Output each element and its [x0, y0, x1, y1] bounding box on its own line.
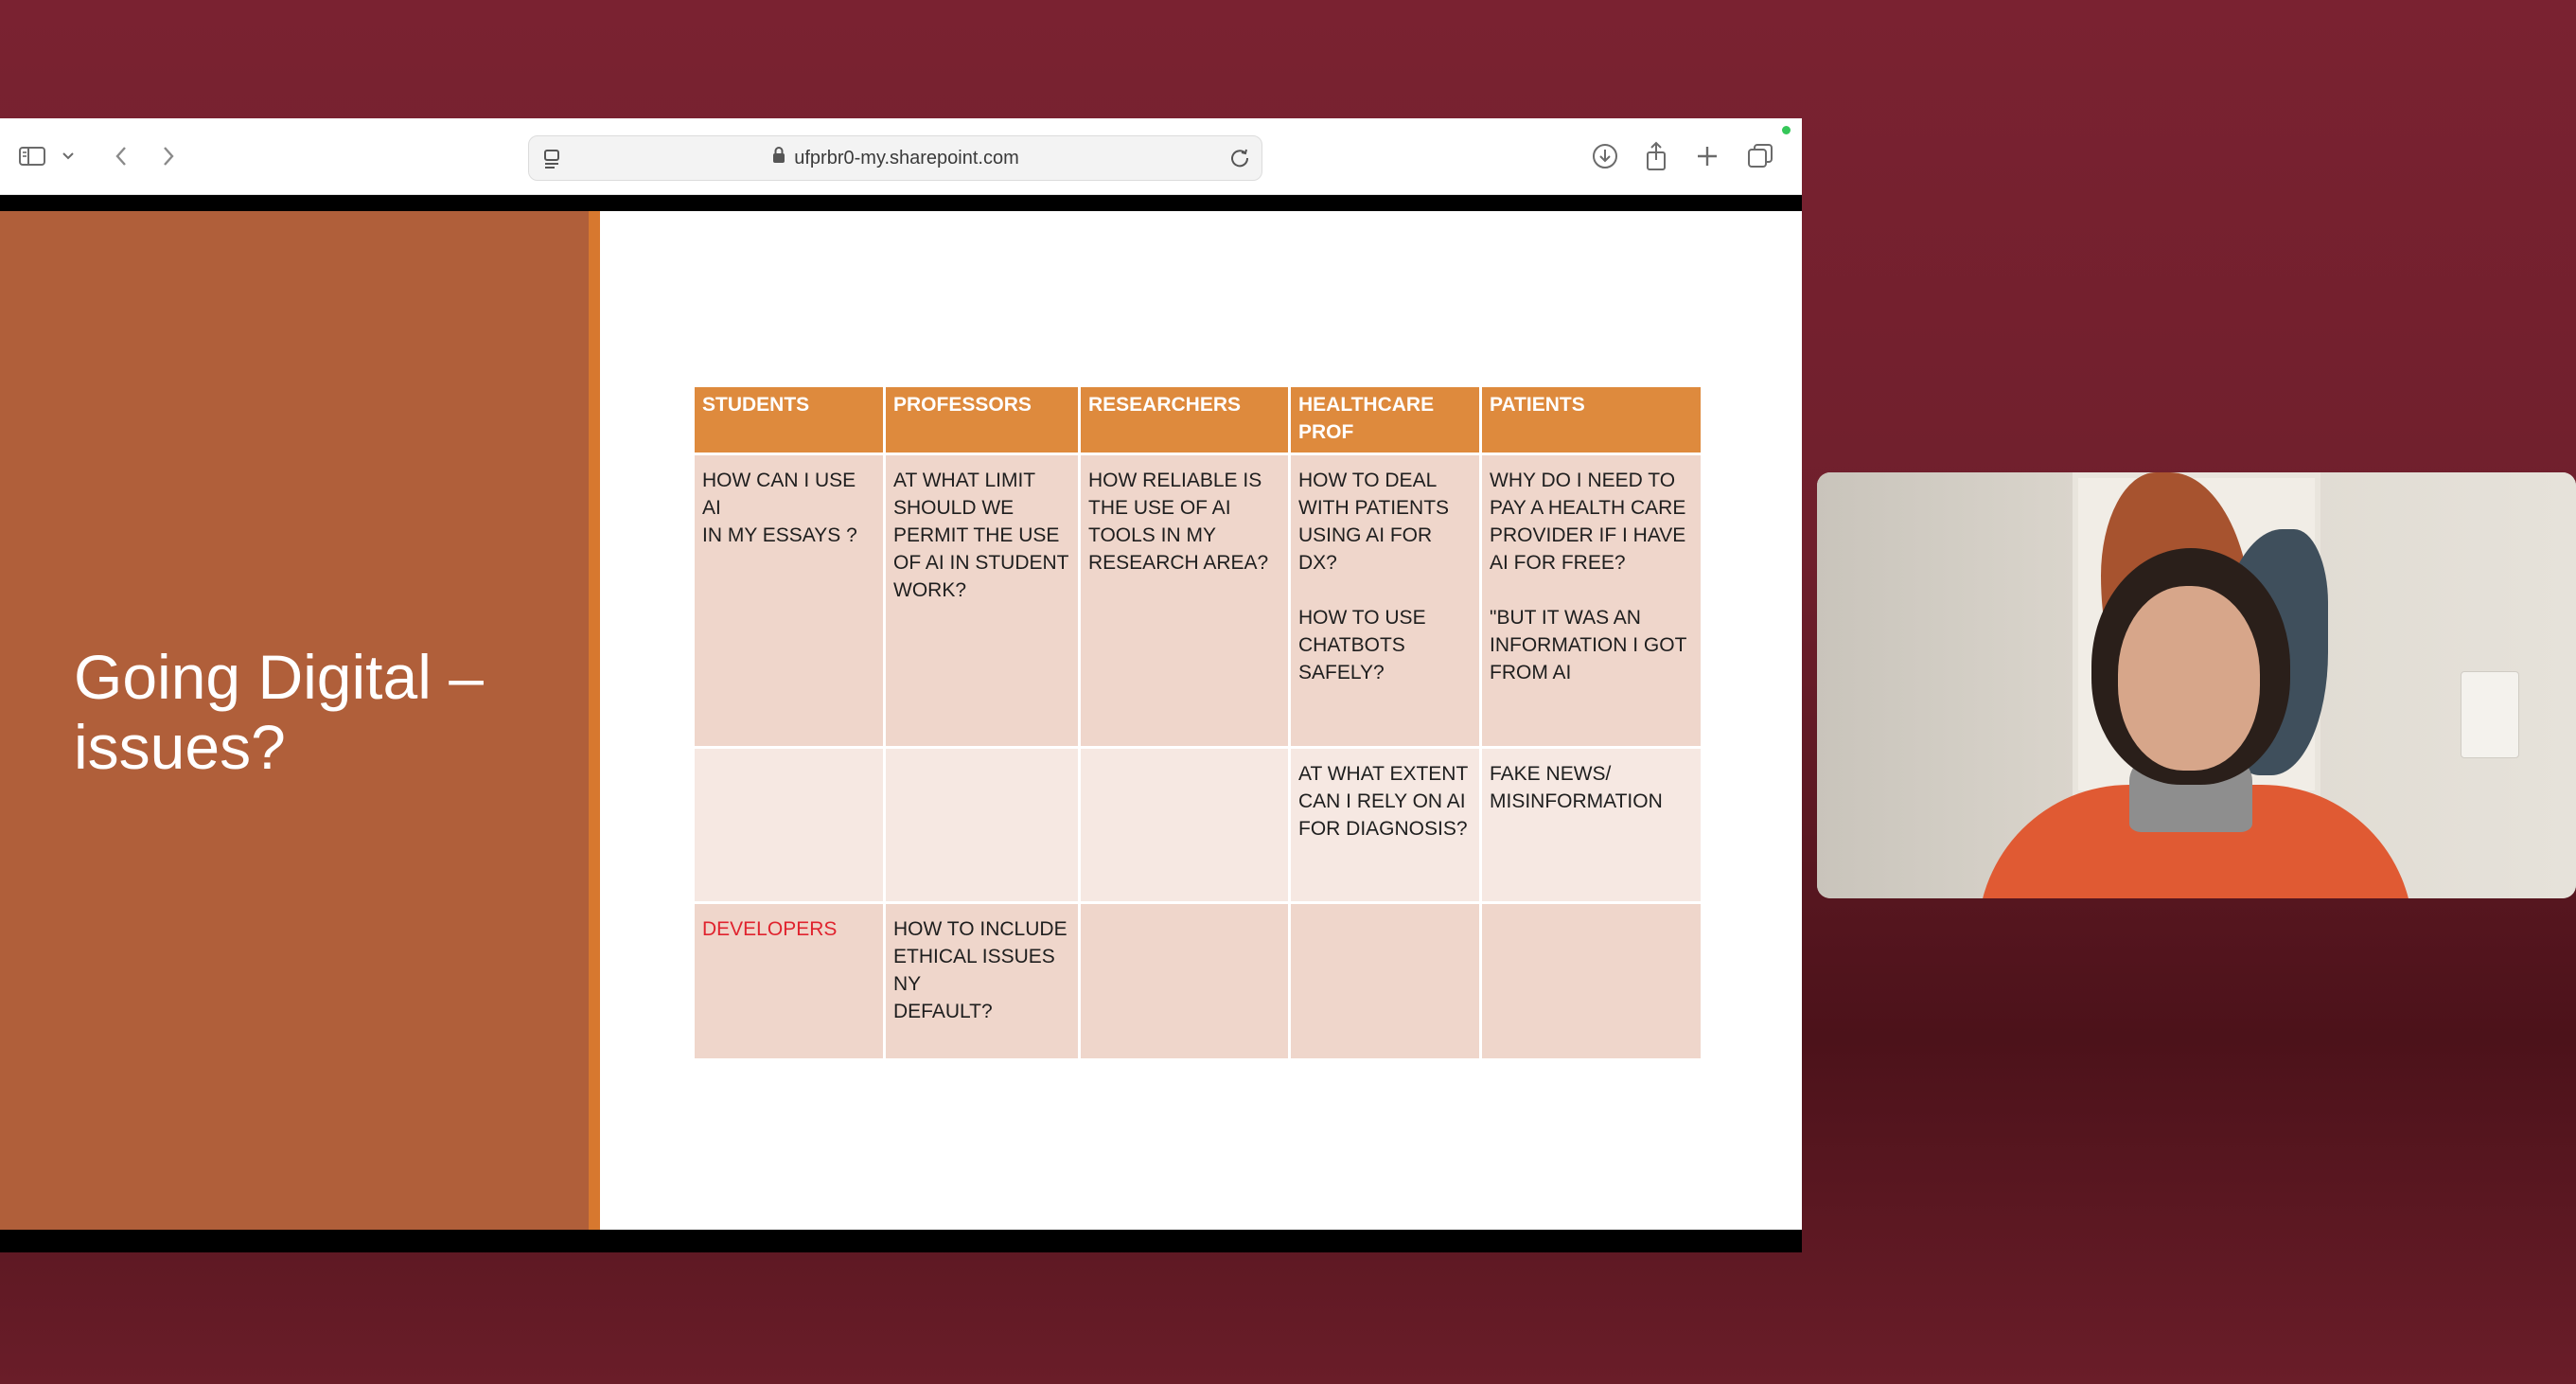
participant-video[interactable]	[1817, 472, 2576, 898]
forward-icon[interactable]	[150, 139, 187, 173]
issues-table	[695, 387, 1703, 1061]
browser-toolbar	[0, 118, 1802, 195]
address-bar[interactable]	[528, 135, 1262, 181]
table-cell: WHY DO I NEED TO PAY A HEALTH CARE PROVIDER IF I HAVE AI FOR FREE? "BUT IT WAS AN INFORMATION I GOT FROM AI	[1482, 455, 1703, 749]
sidebar-icon[interactable]	[13, 139, 51, 173]
speaker-face	[2118, 586, 2260, 771]
table-cell	[886, 749, 1081, 904]
slide-view	[0, 211, 1802, 1230]
header-researchers: RESEARCHERS	[1081, 387, 1291, 455]
table-cell: AT WHAT EXTENT CAN I RELY ON AI FOR DIAGNOSIS?	[1291, 749, 1482, 904]
header-professors: PROFESSORS	[886, 387, 1081, 455]
table-cell	[1081, 904, 1291, 1061]
table-cell	[1291, 904, 1482, 1061]
developers-label: DEVELOPERS	[695, 904, 886, 1061]
table-cell	[695, 749, 886, 904]
back-icon[interactable]	[102, 139, 140, 173]
table-cell: HOW TO DEAL WITH PATIENTS USING AI FOR DX? HOW TO USE CHATBOTS SAFELY?	[1291, 455, 1482, 749]
plus-icon[interactable]	[1688, 139, 1726, 173]
slide-title: Going Digital – issues?	[74, 642, 484, 782]
table-cell	[1081, 749, 1291, 904]
chevron-down-icon[interactable]	[55, 139, 81, 173]
camera-active-indicator	[1782, 126, 1791, 134]
share-icon[interactable]	[1637, 139, 1675, 173]
url-display[interactable]	[529, 136, 1262, 180]
table-cell	[1482, 904, 1703, 1061]
slide-accent-stripe	[589, 211, 600, 1230]
table-cell: HOW TO INCLUDE ETHICAL ISSUES NY DEFAULT?	[886, 904, 1081, 1061]
header-healthcare-prof: HEALTHCARE PROF	[1291, 387, 1482, 455]
download-icon[interactable]	[1586, 139, 1624, 173]
browser-window	[0, 118, 1802, 1252]
header-patients: PATIENTS	[1482, 387, 1703, 455]
url-text: ufprbr0-my.sharepoint.com	[794, 147, 1019, 169]
wall-switch	[2461, 671, 2519, 758]
table-cell: AT WHAT LIMIT SHOULD WE PERMIT THE USE OF AI IN STUDENT WORK?	[886, 455, 1081, 749]
table-cell: HOW CAN I USE AI IN MY ESSAYS ?	[695, 455, 886, 749]
table-cell: HOW RELIABLE IS THE USE OF AI TOOLS IN MY RESEARCH AREA?	[1081, 455, 1291, 749]
reload-icon[interactable]	[1227, 146, 1252, 170]
header-students: STUDENTS	[695, 387, 886, 455]
table-cell: FAKE NEWS/ MISINFORMATION	[1482, 749, 1703, 904]
tabs-overview-icon[interactable]	[1741, 139, 1779, 173]
lock-icon	[771, 146, 786, 170]
